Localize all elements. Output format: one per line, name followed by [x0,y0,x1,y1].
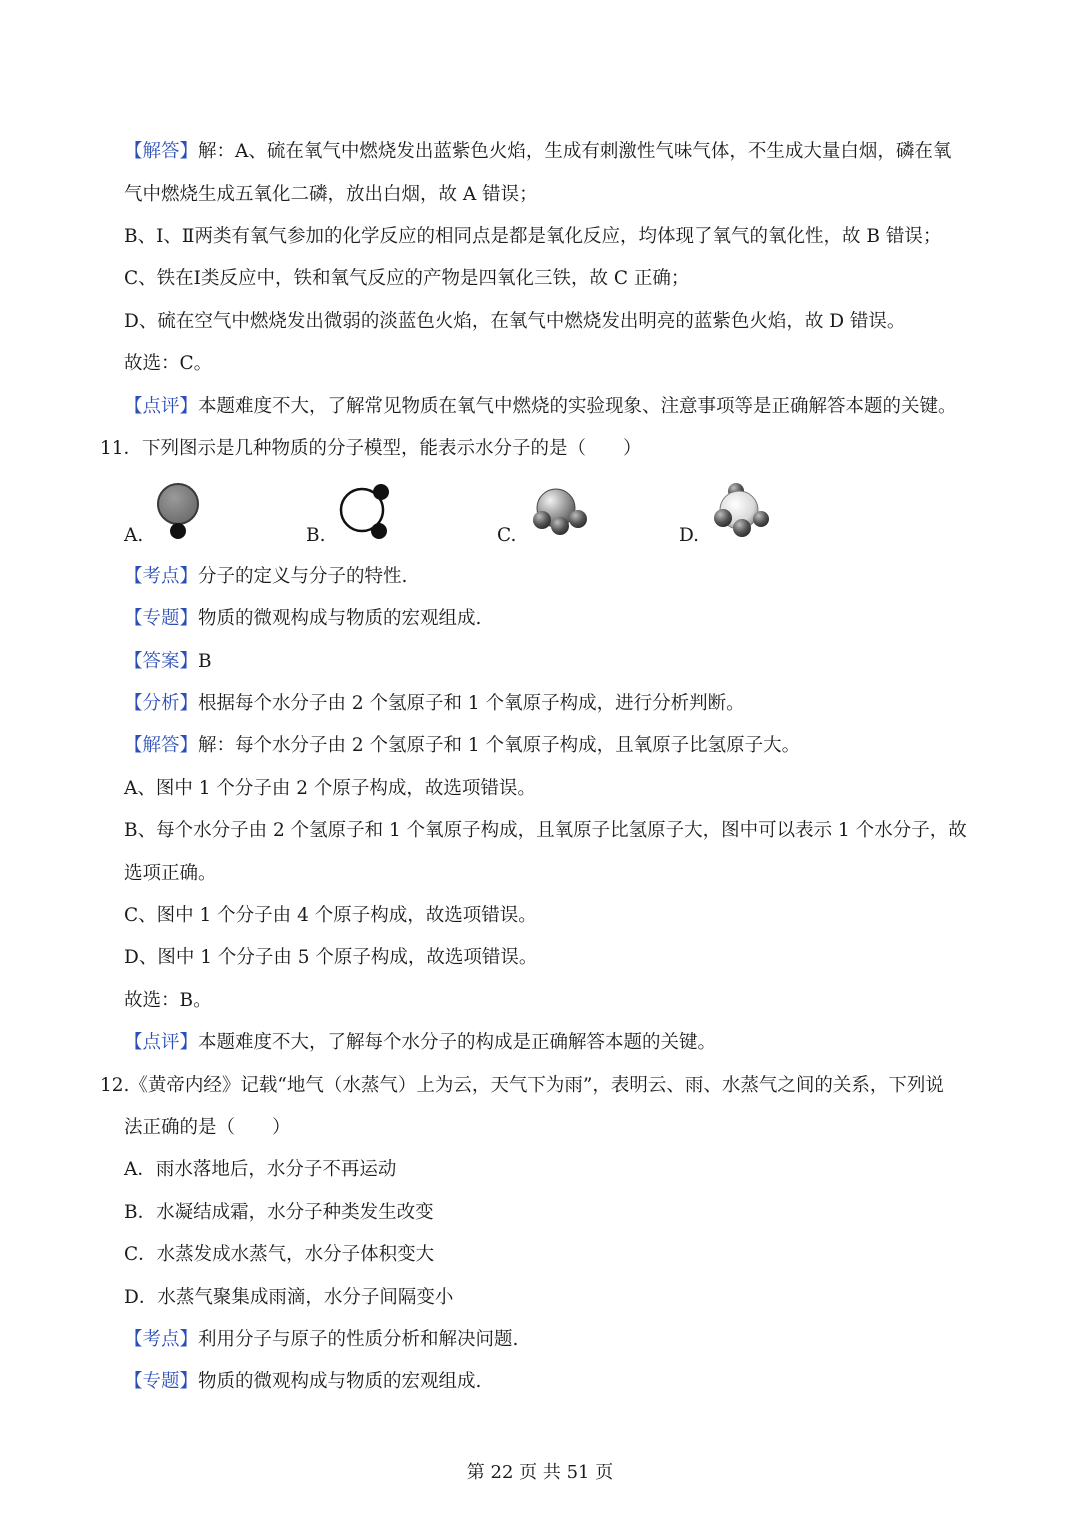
question-12-stem: 12.《黄帝内经》记载“地气（水蒸气）上为云，天气下为雨”，表明云、雨、水蒸气之间的关系，下列说 [100,1075,944,1096]
option-d-explanation: D、硫在空气中燃烧发出微弱的淡蓝色火焰，在氧气中燃烧发出明亮的蓝紫色火焰，故 D 错误。 [124,311,906,332]
q11-line-b: B、每个水分子由 2 个氢原子和 1 个氧原子构成，且氧原子比氢原子大，图中可以表示 1 个水分子，故 [124,820,967,841]
kaodian-tag: 【考点】 [124,1329,199,1350]
page-footer: 第 22 页 共 51 页 [466,1462,614,1483]
zhuanti-tag: 【专题】 [124,608,199,629]
molecule-model-a [150,478,210,544]
final-choice: 故选：C。 [124,353,213,374]
molecule-model-b [336,480,396,542]
fenxi-tag: 【分析】 [124,693,199,714]
answer-line: 【解答】解：A、硫在氧气中燃烧发出蓝紫色火焰，生成有刺激性气味气体，不生成大量白烟，磷在氧 [124,141,952,162]
q11-line-c: C、图中 1 个分子由 4 个原子构成，故选项错误。 [124,905,537,926]
q11-line-d: D、图中 1 个分子由 5 个原子构成，故选项错误。 [124,947,538,968]
q11-line-a: A、图中 1 个分子由 2 个原子构成，故选项错误。 [124,778,536,799]
q11-line-b-cont: 选项正确。 [124,863,217,884]
q11-daan: 【答案】B [124,651,212,672]
q11-zhuanti: 【专题】物质的微观构成与物质的宏观组成. [124,608,482,629]
option-c-explanation: C、铁在Ⅰ类反应中，铁和氧气反应的产物是四氧化三铁，故 C 正确； [124,268,690,289]
q12-zhuanti: 【专题】物质的微观构成与物质的宏观组成. [124,1371,482,1392]
q11-review: 【点评】本题难度不大，了解每个水分子的构成是正确解答本题的关键。 [124,1032,717,1053]
option-b-label: B. [306,525,326,546]
daan-tag: 【答案】 [124,651,199,672]
review-line: 【点评】本题难度不大，了解常见物质在氧气中燃烧的实验现象、注意事项等是正确解答本题的关键。 [124,396,957,417]
q11-fenxi: 【分析】根据每个水分子由 2 个氢原子和 1 个氧原子构成，进行分析判断。 [124,693,745,714]
zhuanti-tag: 【专题】 [124,1371,199,1392]
review-tag: 【点评】 [124,396,199,417]
q12-kaodian: 【考点】利用分子与原子的性质分析和解决问题. [124,1329,519,1350]
q12-option-c: C．水蒸发成水蒸气，水分子体积变大 [124,1244,435,1265]
q11-kaodian: 【考点】分子的定义与分子的特性. [124,566,408,587]
option-b-explanation: B、Ⅰ、Ⅱ两类有氧气参加的化学反应的相同点是都是氧化反应，均体现了氧气的氧化性，故 B 错误； [124,226,942,247]
option-a-label: A. [124,525,144,546]
q12-option-a: A．雨水落地后，水分子不再运动 [124,1159,397,1180]
q11-jieda: 【解答】解：每个水分子由 2 个氢原子和 1 个氧原子构成，且氧原子比氢原子大。 [124,735,801,756]
question-11-stem: 11．下列图示是几种物质的分子模型，能表示水分子的是（ ） [100,438,642,459]
answer-tag: 【解答】 [124,141,199,162]
question-12-stem-cont: 法正确的是（ ） [124,1117,291,1138]
q12-option-d: D．水蒸气聚集成雨滴，水分子间隔变小 [124,1287,454,1308]
kaodian-tag: 【考点】 [124,566,199,587]
q11-choice: 故选：B。 [124,990,212,1011]
option-d-label: D. [679,525,700,546]
answer-line-cont: 气中燃烧生成五氧化二磷，放出白烟，故 A 错误； [124,184,538,205]
q12-option-b: B．水凝结成霜，水分子种类发生改变 [124,1202,434,1223]
review-tag: 【点评】 [124,1032,199,1053]
molecule-model-c [530,486,592,538]
option-c-label: C. [497,525,517,546]
molecule-model-d [712,480,774,540]
jieda-tag: 【解答】 [124,735,199,756]
